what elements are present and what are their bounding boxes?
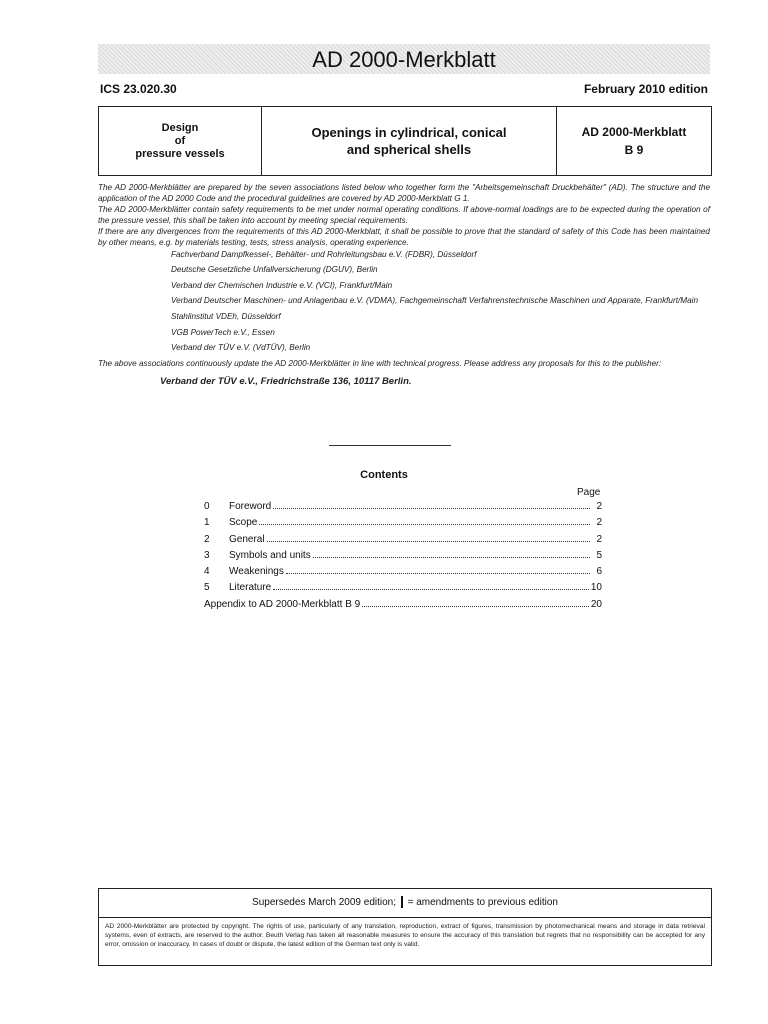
toc-label: Weakenings [229,566,284,578]
toc-number: 3 [204,549,210,561]
toc-page: 20 [590,598,602,610]
toc-leader [286,573,590,574]
toc-page: 5 [596,549,602,561]
code-name: AD 2000-Merkblatt [581,125,687,139]
publisher-address: Verband der TÜV e.V., Friedrichstraße 136, 10117 Berlin. [160,376,412,388]
section-divider [329,445,451,446]
association-item: Fachverband Dampfkessel-, Behälter- und Rohrleitungsbau e.V. (FDBR), Düsseldorf [171,249,477,259]
toc-label: Literature [229,582,272,594]
toc-page: 2 [596,501,602,512]
toc-entry-foreword[interactable] [204,501,602,517]
category-line-3: pressure vessels [135,147,225,160]
toc-label: General [229,533,265,545]
supersedes-text: Supersedes March 2009 edition; [252,897,397,908]
ics-code: ICS 23.020.30 [100,82,177,96]
amendment-legend: = amendments to previous edition [407,897,558,908]
subject-cell [262,107,557,175]
document-title-band [98,44,710,74]
page-column-header: Page [577,487,601,498]
toc-leader [259,524,590,525]
contents-heading: Contents [360,469,408,481]
toc-number: 2 [204,533,210,545]
association-item: VGB PowerTech e.V., Essen [171,327,275,337]
category-line-2: of [174,134,186,147]
intro-paragraph-1: The AD 2000-Merkblätter are prepared by the seven associations listed below who together form the "Arbeitsgemeinschaft Druckbehälter" (AD). The structure and the application of the AD 2000 Code and the procedural guidelines are covered by AD 2000-Merkblatt G 1. [98,183,710,203]
code-number: B 9 [624,143,644,157]
category-line-1: Design [161,121,199,134]
toc-page: 2 [596,533,602,545]
intro-paragraph-2: The AD 2000-Merkblätter contain safety requirements to be met under normal operating conditions. If above-normal loadings are to be expected during the operation of the pressure vessel, this shall be taken into account by meeting special requirements. [98,205,710,225]
toc-label: Scope [229,517,258,529]
toc-leader [362,606,589,607]
toc-number: 5 [204,582,210,594]
toc-page: 10 [590,582,602,594]
supersedes-note [99,889,711,918]
subject-line-1: Openings in cylindrical, conical [311,125,507,140]
association-item: Verband Deutscher Maschinen- und Anlagenbau e.V. (VDMA), Fachgemeinschaft Verfahrenstechnische Maschinen und Apparate, Frankfurt/Main [171,296,699,306]
association-item: Verband der Chemischen Industrie e.V. (VCI), Frankfurt/Main [171,280,393,290]
toc-label: Symbols and units [229,549,311,561]
toc-leader [313,557,590,558]
intro-paragraph-3: If there are any divergences from the requirements of this AD 2000-Merkblatt, it shall be possible to prove that the standard of safety of this Code has been maintained by other means, e.g. by materials testing, tests, stress analysis, operating experience. [98,227,710,247]
toc-entry-general[interactable] [204,534,602,550]
document-title: AD 2000-Merkblatt [312,47,496,72]
copyright-notice: AD 2000-Merkblätter are protected by copyright. The rights of use, particularly of any translation, reproduction, extract of figures, transmission by photomechanical means and storage in data retrieval systems, even of extracts, are reserved to the author. Beuth Verlag has taken all reasonable measures to ensure the accuracy of this translation but regrets that no responsibility can be accepted for any error, omission or inaccuracy. In cases of doubt or dispute, the latest edition of the German text only is valid. [105,923,705,948]
category-cell [99,107,262,175]
subject-line-2: and spherical shells [346,142,472,157]
toc-page: 6 [596,566,602,578]
toc-entry-weakenings[interactable] [204,566,602,582]
association-item: Deutsche Gesetzliche Unfallversicherung (DGUV), Berlin [171,265,378,275]
association-item: Verband der TÜV e.V. (VdTÜV), Berlin [171,343,311,353]
toc-leader [273,508,590,509]
footer-box [98,888,712,966]
association-list [171,250,710,354]
toc-label: Foreword [229,501,272,512]
toc-entry-appendix[interactable] [204,599,602,615]
toc-page: 2 [596,517,602,529]
intro-paragraph-4: The above associations continuously update the AD 2000-Merkblätter in line with technical progress. Please address any proposals for this to the publisher: [98,358,662,368]
toc-leader [267,541,590,542]
toc-entry-literature[interactable] [204,582,602,598]
amendment-bar-icon [401,896,403,908]
table-of-contents [204,501,602,615]
edition-date: February 2010 edition [583,82,708,96]
toc-entry-scope[interactable] [204,517,602,533]
toc-label: Appendix to AD 2000-Merkblatt B 9 [204,598,361,610]
toc-number: 0 [204,501,210,512]
toc-entry-symbols[interactable] [204,550,602,566]
code-cell [557,107,711,175]
toc-number: 4 [204,566,210,578]
header-table [98,106,712,176]
association-item: Stahlinstitut VDEh, Düsseldorf [171,311,281,321]
toc-leader [273,589,589,590]
toc-number: 1 [204,517,210,529]
introduction [98,183,710,388]
